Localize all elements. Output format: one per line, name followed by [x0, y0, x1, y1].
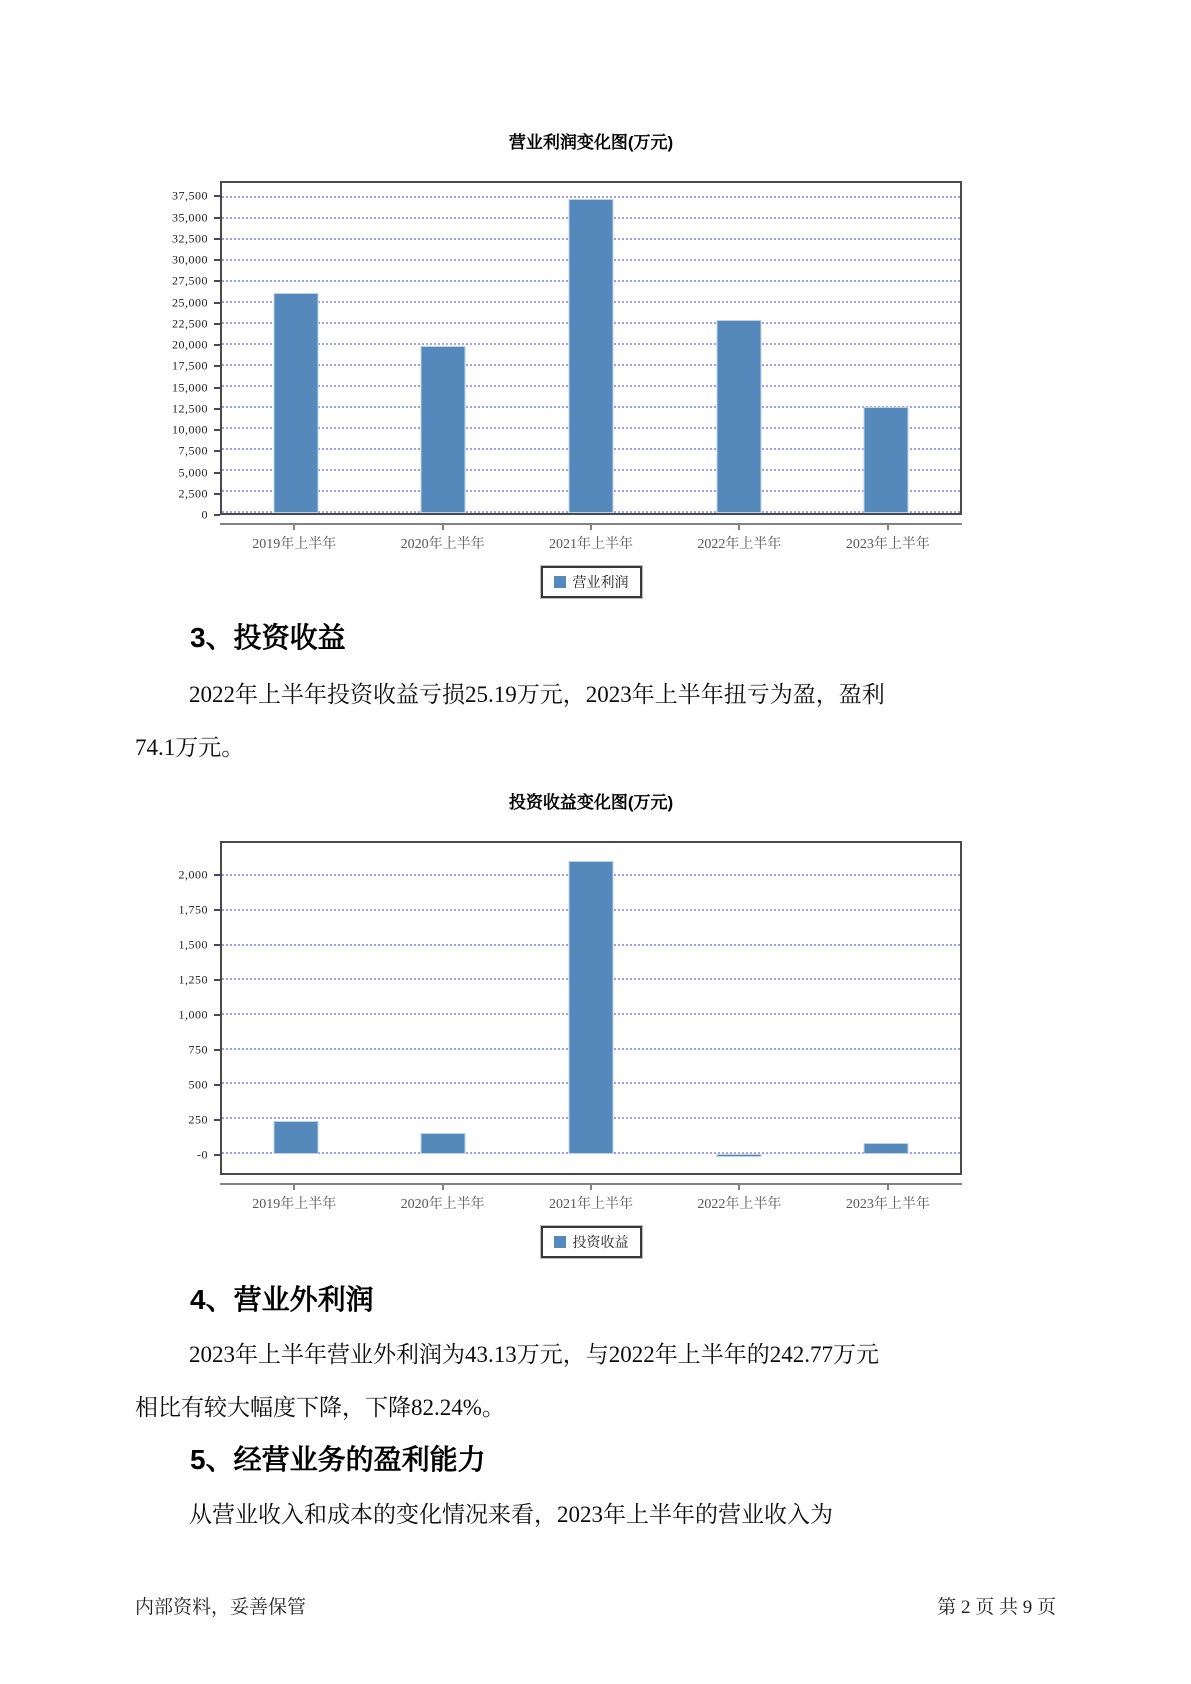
- bar-2022年上半年: [716, 1154, 761, 1157]
- bar-slots: [222, 843, 960, 1173]
- category-slot: [517, 843, 665, 1173]
- x-category-label: 2023年上半年: [845, 537, 930, 552]
- legend-row: [220, 566, 962, 598]
- footer-page-number: 第 2 页 共 9 页: [937, 1597, 1056, 1618]
- y-tick-label: 22,500: [172, 316, 208, 331]
- section-5-heading: 5、经营业务的盈利能力: [190, 1444, 486, 1475]
- category-slot: [517, 183, 665, 513]
- bar-2023年上半年: [864, 407, 909, 513]
- y-axis: [150, 181, 220, 522]
- section-3-paragraph-line-1: 2022年上半年投资收益亏损25.19万元，2023年上半年扭亏为盈，盈利: [189, 682, 885, 707]
- y-axis: [150, 841, 220, 1175]
- x-axis-line: [220, 1183, 962, 1190]
- section-3-paragraph-line-2: 74.1万元。: [135, 735, 245, 760]
- x-tick-slot: [368, 525, 516, 530]
- legend-swatch: [554, 1236, 566, 1248]
- x-tick-slot: [220, 525, 368, 530]
- x-axis-labels: [220, 1193, 962, 1213]
- x-category-label: 2019年上半年: [252, 537, 337, 552]
- x-category-label: 2022年上半年: [697, 1197, 782, 1212]
- chart-title: 营业利润变化图(万元): [508, 133, 674, 152]
- x-tick-mark: [738, 525, 740, 530]
- legend: [541, 1226, 642, 1258]
- chart-plot-row: [150, 181, 962, 522]
- bar-2021年上半年: [568, 861, 613, 1154]
- chart-operating-profit: [150, 128, 962, 598]
- section-4-paragraph-line-1: 2023年上半年营业外利润为43.13万元，与2022年上半年的242.77万元: [189, 1342, 879, 1367]
- chart-plot-row: [150, 841, 962, 1175]
- y-tick-label: 1,000: [178, 1007, 208, 1022]
- section-3-heading: 3、投资收益: [190, 622, 346, 653]
- bar-2023年上半年: [864, 1143, 909, 1153]
- y-tick-label: 32,500: [172, 231, 208, 246]
- x-category-label: 2021年上半年: [549, 1197, 634, 1212]
- x-axis-labels: [220, 533, 962, 553]
- category-slot: [812, 843, 960, 1173]
- plot-area: [220, 181, 962, 515]
- bar-2019年上半年: [273, 1121, 318, 1154]
- bar-2022年上半年: [716, 320, 761, 513]
- x-category-label: 2019年上半年: [252, 1197, 337, 1212]
- y-tick-label: 0: [201, 507, 208, 522]
- y-tick-label: 35,000: [172, 210, 208, 225]
- x-tick-mark: [442, 525, 444, 530]
- y-tick-label: 15,000: [172, 380, 208, 395]
- legend-swatch: [554, 576, 566, 588]
- y-tick-label: 30,000: [172, 252, 208, 267]
- category-slot: [665, 843, 813, 1173]
- x-tick-mark: [293, 1185, 295, 1190]
- x-axis-line: [220, 523, 962, 530]
- y-tick-label: 20,000: [172, 337, 208, 352]
- x-tick-mark: [590, 525, 592, 530]
- y-tick-label: 27,500: [172, 273, 208, 288]
- legend-row: [220, 1226, 962, 1258]
- y-tick-label: 250: [188, 1112, 208, 1127]
- y-tick-label: 12,500: [172, 401, 208, 416]
- bar-2020年上半年: [421, 346, 466, 513]
- x-tick-mark: [442, 1185, 444, 1190]
- y-tick-label: 750: [188, 1042, 208, 1057]
- section-4-paragraph-line-2: 相比有较大幅度下降，下降82.24%。: [135, 1395, 505, 1420]
- y-tick-label: 10,000: [172, 422, 208, 437]
- footer-confidential-note: 内部资料，妥善保管: [135, 1597, 307, 1618]
- page-footer: [135, 1592, 1056, 1619]
- x-tick-mark: [590, 1185, 592, 1190]
- bar-2021年上半年: [568, 199, 613, 513]
- y-tick-label: 25,000: [172, 295, 208, 310]
- category-slot: [222, 843, 370, 1173]
- x-tick-slot: [517, 525, 665, 530]
- x-category-label: 2021年上半年: [549, 537, 634, 552]
- x-category-label: 2023年上半年: [845, 1197, 930, 1212]
- category-slot: [222, 183, 370, 513]
- x-tick-slot: [665, 525, 813, 530]
- x-tick-mark: [293, 525, 295, 530]
- category-slot: [370, 843, 518, 1173]
- x-tick-mark: [887, 1185, 889, 1190]
- y-tick-label: 500: [188, 1077, 208, 1092]
- category-slot: [812, 183, 960, 513]
- section-5-paragraph-line-1: 从营业收入和成本的变化情况来看，2023年上半年的营业收入为: [189, 1502, 833, 1527]
- x-category-label: 2022年上半年: [697, 537, 782, 552]
- y-tick-label: 2,000: [178, 867, 208, 882]
- y-tick-label: 2,500: [178, 486, 208, 501]
- x-tick-slot: [665, 1185, 813, 1190]
- section-4-heading: 4、营业外利润: [190, 1284, 374, 1315]
- y-tick-label: 1,750: [178, 902, 208, 917]
- bar-2019年上半年: [273, 293, 318, 513]
- legend-series-label: 投资收益: [572, 1236, 629, 1251]
- y-tick-label: 7,500: [178, 443, 208, 458]
- chart-investment-income: [150, 788, 962, 1258]
- bar-slots: [222, 183, 960, 513]
- x-category-label: 2020年上半年: [400, 1197, 485, 1212]
- legend: [541, 566, 642, 598]
- x-tick-slot: [517, 1185, 665, 1190]
- x-tick-slot: [814, 1185, 962, 1190]
- x-tick-slot: [220, 1185, 368, 1190]
- y-tick-label: 1,500: [178, 937, 208, 952]
- x-tick-slot: [814, 525, 962, 530]
- x-tick-mark: [887, 525, 889, 530]
- x-tick-mark: [738, 1185, 740, 1190]
- y-tick-label: -0: [197, 1147, 208, 1162]
- bar-2020年上半年: [421, 1133, 466, 1154]
- y-tick-label: 37,500: [172, 188, 208, 203]
- legend-series-label: 营业利润: [572, 576, 629, 591]
- category-slot: [370, 183, 518, 513]
- y-tick-label: 17,500: [172, 358, 208, 373]
- x-tick-slot: [368, 1185, 516, 1190]
- chart-title: 投资收益变化图(万元): [508, 793, 674, 812]
- plot-area: [220, 841, 962, 1175]
- y-tick-label: 5,000: [178, 465, 208, 480]
- category-slot: [665, 183, 813, 513]
- y-tick-label: 1,250: [178, 972, 208, 987]
- x-category-label: 2020年上半年: [400, 537, 485, 552]
